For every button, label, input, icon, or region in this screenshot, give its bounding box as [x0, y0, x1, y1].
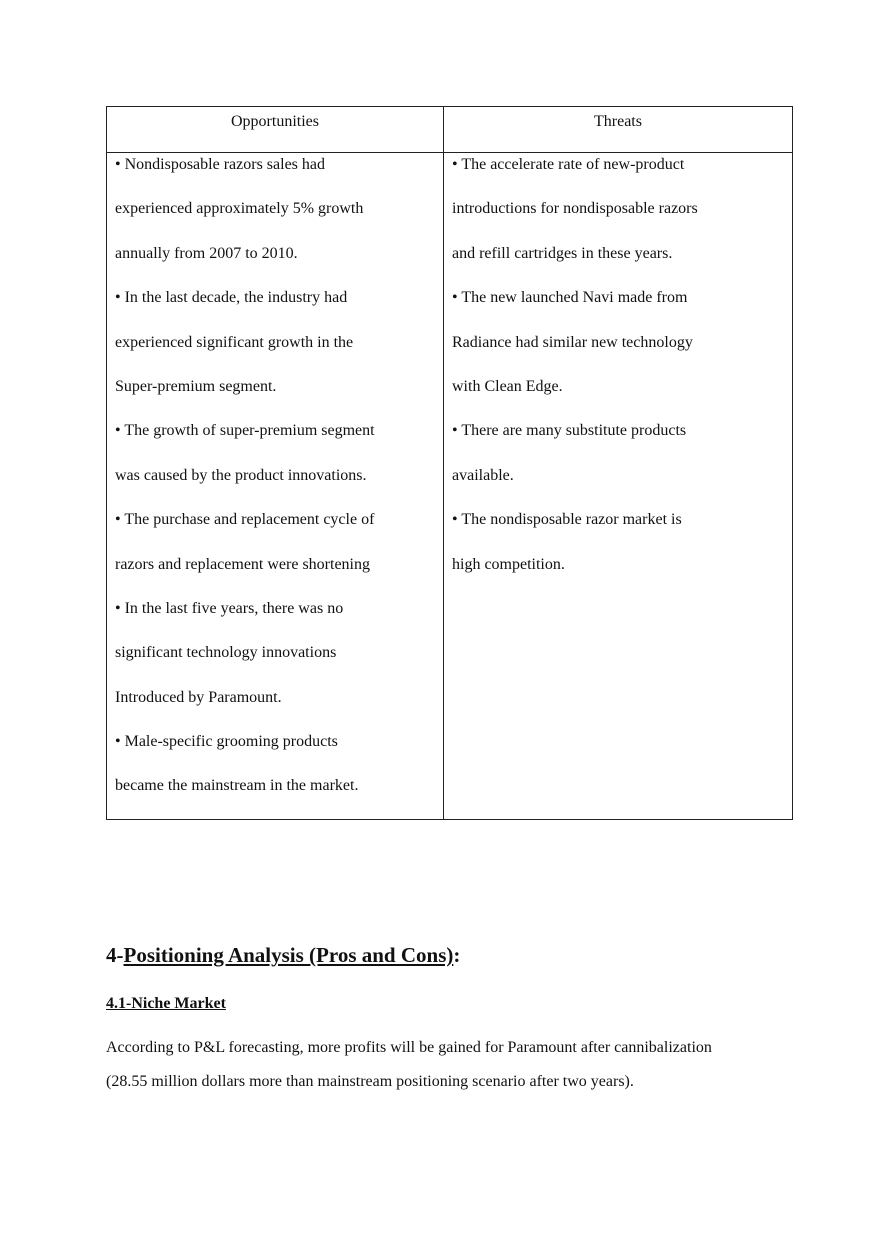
section-number: 4-	[106, 943, 124, 967]
paragraph-line: (28.55 million dollars more than mainstream positioning scenario after two years).	[106, 1073, 634, 1090]
threats-cell	[444, 153, 793, 820]
subsection-heading: 4.1-Niche Market	[106, 995, 226, 1012]
opportunities-line: experienced significant growth in the	[115, 333, 354, 351]
threats-line: high competition.	[452, 555, 565, 573]
threats-line: available.	[452, 466, 514, 484]
opportunities-line: experienced approximately 5% growth	[115, 200, 364, 218]
opportunities-line: • The purchase and replacement cycle of	[115, 511, 375, 529]
body-paragraph	[106, 1036, 796, 1104]
section-title: Positioning Analysis (Pros and Cons)	[123, 943, 454, 967]
threats-line: • The accelerate rate of new-product	[452, 156, 685, 173]
threats-line: Radiance had similar new technology	[452, 333, 693, 351]
paragraph-line: According to P&L forecasting, more profits will be gained for Paramount after cannibalization	[106, 1039, 712, 1056]
threats-line: • There are many substitute products	[452, 422, 687, 440]
opportunities-line: • In the last five years, there was no	[115, 599, 344, 617]
opportunities-line: was caused by the product innovations.	[115, 466, 367, 484]
threats-line: and refill cartridges in these years.	[452, 244, 673, 262]
table-row	[107, 153, 793, 820]
threats-line: introductions for nondisposable razors	[452, 200, 698, 218]
opportunities-line: Super-premium segment.	[115, 377, 277, 395]
threats-list	[452, 153, 784, 597]
swot-table	[106, 106, 793, 820]
opportunities-line: annually from 2007 to 2010.	[115, 244, 298, 262]
threats-line: • The nondisposable razor market is	[452, 511, 682, 529]
opportunities-line: became the mainstream in the market.	[115, 777, 359, 795]
opportunities-line: • Male-specific grooming products	[115, 733, 338, 751]
threats-line: with Clean Edge.	[452, 377, 563, 395]
opportunities-line: • Nondisposable razors sales had	[115, 156, 325, 173]
threats-line: • The new launched Navi made from	[452, 289, 688, 307]
opportunities-line: Introduced by Paramount.	[115, 688, 282, 706]
opportunities-line: • The growth of super-premium segment	[115, 422, 375, 440]
section-heading	[106, 941, 460, 969]
threats-header: Threats	[444, 107, 793, 153]
section-title-suffix: :	[453, 943, 461, 967]
opportunities-line: significant technology innovations	[115, 644, 337, 662]
opportunities-cell	[107, 153, 444, 820]
opportunities-header: Opportunities	[107, 107, 444, 153]
table-header-row	[107, 107, 793, 153]
opportunities-list	[115, 153, 435, 819]
opportunities-line: razors and replacement were shortening	[115, 555, 370, 573]
opportunities-line: • In the last decade, the industry had	[115, 289, 348, 307]
